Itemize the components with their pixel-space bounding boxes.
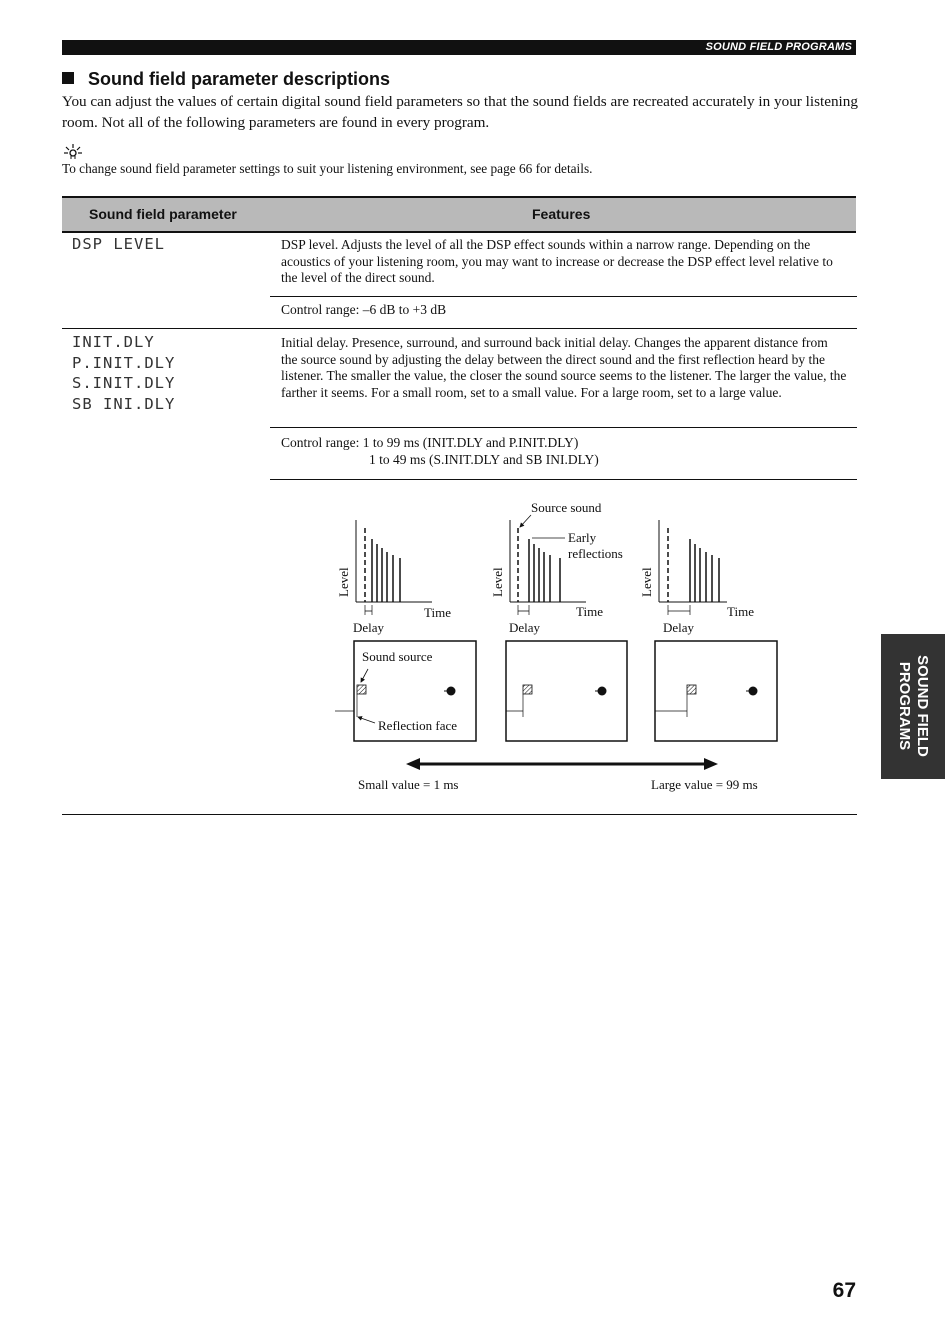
delay-label: Delay [663,620,695,635]
param-dsp-level: DSP LEVEL [72,235,165,253]
row-divider [62,328,857,329]
section-label: SOUND FIELD PROGRAMS [705,41,852,53]
early-reflections-label-2: reflections [568,546,623,561]
control-range: Control range: –6 dB to +3 dB [281,302,447,317]
early-reflections-label-1: Early [568,530,597,545]
table-header [62,196,856,233]
column-header-features: Features [532,206,591,222]
level-label: Level [490,567,505,597]
control-range-line-1: Control range: 1 to 99 ms (INIT.DLY and P.INIT.DLY) [281,435,579,450]
feature-description: DSP level. Adjusts the level of all the DSP effect sounds within a narrow range. Depending on the acoustics of your listening room, you may want to increase or decrease the DSP effect level relative to the level of the direct sound. [281,237,833,286]
control-range [281,435,847,468]
side-tab-label [895,655,931,757]
heading-square-icon [62,72,74,84]
sound-source-marker [357,685,366,694]
intro-paragraph: You can adjust the values of certain digital sound field parameters so that the sound fields are recreated accurately in your listening room. Not all of the following parameters are found in every program. [62,93,858,131]
room-box-3 [655,641,777,741]
heading-text: Sound field parameter descriptions [88,69,391,89]
level-time-graph-2 [490,500,623,635]
tip-sparkle-icon [63,143,83,159]
reflection-face-label: Reflection face [378,718,458,733]
column-header-parameter: Sound field parameter [89,206,237,222]
side-tab-line-2: PROGRAMS [896,661,913,751]
tip-text: To change sound field parameter settings to suit your listening environment, see page 66 for details. [62,161,593,176]
source-sound-label: Source sound [531,500,602,515]
header-bar [62,40,856,55]
delay-label: Delay [353,620,385,635]
section-heading [62,69,852,90]
value-range-arrow [406,758,718,770]
time-label: Time [424,605,451,620]
level-time-graph-1 [336,520,451,635]
room-box-1 [335,641,476,741]
large-value-label: Large value = 99 ms [651,777,758,792]
listener-dot [447,687,456,696]
page-number: 67 [832,1279,856,1302]
sound-source-marker [523,685,532,694]
level-label: Level [639,567,654,597]
side-tab-line-1: SOUND FIELD [914,655,931,757]
time-label: Time [576,604,603,619]
feature-description: Initial delay. Presence, surround, and surround back initial delay. Changes the apparent distance from the source sound by adjusting the delay between the direct sound and the first reflection heard by the listener. The smaller the value, the closer the sound source seems to the listener. The larger the value, the farther it seems. For a small room, set to a small value. For a large room, set to a large value. [281,335,847,400]
listener-dot [749,687,758,696]
sound-source-marker [687,685,696,694]
level-label: Level [336,567,351,597]
row-divider [270,296,857,297]
param-init-dly: INIT.DLY [72,333,155,351]
delay-label: Delay [509,620,541,635]
time-label: Time [727,604,754,619]
param-p-init-dly: P.INIT.DLY [72,354,176,372]
side-tab [881,634,945,779]
sound-source-label: Sound source [362,649,433,664]
row-divider [270,479,857,480]
table-bottom-rule [62,814,857,815]
room-box-2 [506,641,627,741]
control-range-line-2: 1 to 49 ms (S.INIT.DLY and SB INI.DLY) [369,451,599,467]
param-sb-ini-dly: SB INI.DLY [72,395,176,413]
listener-dot [598,687,607,696]
param-s-init-dly: S.INIT.DLY [72,374,176,392]
level-time-graph-3 [639,520,754,635]
initial-delay-diagram [320,495,800,800]
row-divider [270,427,857,428]
small-value-label: Small value = 1 ms [358,777,459,792]
